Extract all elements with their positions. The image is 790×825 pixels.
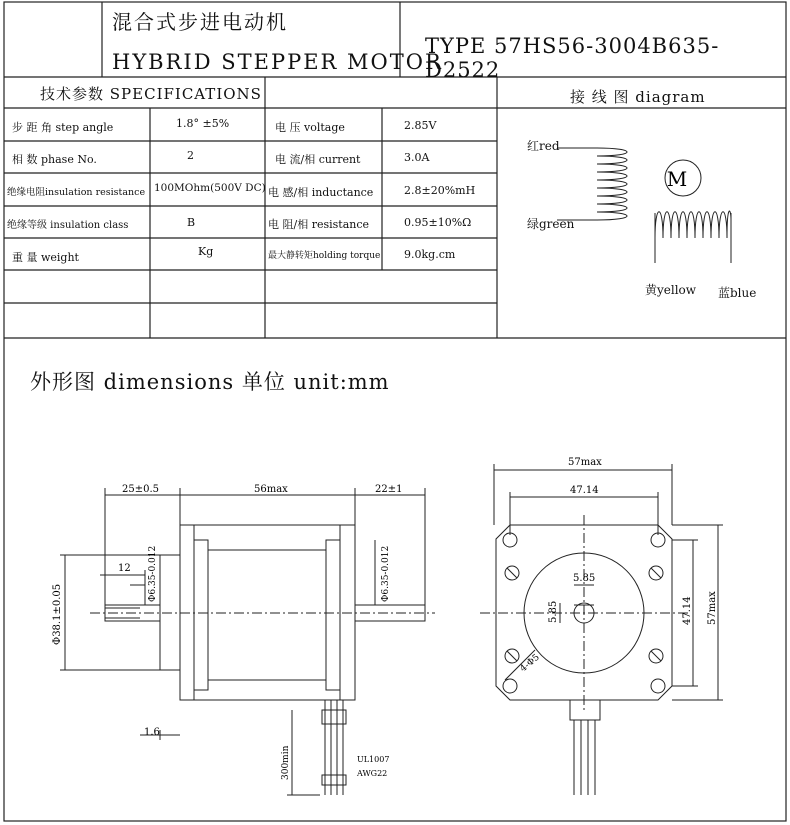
dim-text: 25±0.5 xyxy=(122,484,160,495)
spec-label: 电 感/相 inductance xyxy=(268,186,374,199)
spec-label: 电 阻/相 resistance xyxy=(268,218,370,231)
dim-text: 5.85 xyxy=(548,600,559,623)
spec-value: 1.8° ±5% xyxy=(176,117,230,130)
dim-text: 5.85 xyxy=(573,573,596,584)
wire-blue-label: 蓝blue xyxy=(718,286,757,300)
wire-yellow-label: 黄yellow xyxy=(645,283,697,297)
dim-text: 4-Φ5 xyxy=(518,652,542,675)
spec-value: 0.95±10%Ω xyxy=(404,216,472,229)
wire-green-label: 绿green xyxy=(527,217,575,231)
title-english: HYBRID STEPPER MOTOR xyxy=(112,50,443,74)
side-view-drawing xyxy=(0,440,440,820)
spec-label: 相 数 phase No. xyxy=(12,153,97,166)
title-chinese: 混合式步进电动机 xyxy=(112,10,288,34)
spec-label: 步 距 角 step angle xyxy=(12,121,114,134)
dim-text: 57max xyxy=(707,591,718,625)
spec-value: B xyxy=(187,216,196,229)
wiring-heading: 接 线 图 diagram xyxy=(570,88,706,106)
wire-red-label: 红red xyxy=(527,139,560,153)
front-view-drawing xyxy=(440,440,786,820)
dim-text: 57max xyxy=(568,457,602,468)
spec-value: 2.85V xyxy=(404,119,437,132)
spec-value: Kg xyxy=(198,245,214,258)
dim-text: 300min xyxy=(281,745,291,780)
spec-value: 100MOhm(500V DC) xyxy=(154,182,266,194)
spec-value: 3.0A xyxy=(404,151,430,164)
spec-label: 电 流/相 current xyxy=(275,153,361,166)
spec-value: 2 xyxy=(187,149,194,162)
spec-label: 绝缘等级 insulation class xyxy=(7,220,129,231)
dim-text: Φ6.35-0.012 xyxy=(148,545,158,602)
motor-letter: M xyxy=(666,167,688,191)
dim-text: Φ6.35-0.012 xyxy=(381,545,391,602)
coil-b-icon xyxy=(655,211,731,263)
specs-heading: 技术参数 SPECIFICATIONS xyxy=(40,85,262,103)
dim-text: 56max xyxy=(254,484,288,495)
dim-text: UL1007 xyxy=(357,755,390,764)
spec-label: 重 量 weight xyxy=(12,251,79,264)
dim-text: 12 xyxy=(118,563,131,574)
dim-text: 47.14 xyxy=(570,485,599,496)
dim-text: AWG22 xyxy=(357,769,388,778)
spec-value: 2.8±20%mH xyxy=(404,184,476,197)
model-type: TYPE 57HS56-3004B635-D2522 xyxy=(425,34,720,82)
dimensions-heading: 外形图 dimensions 单位 unit:mm xyxy=(30,370,390,394)
dim-text: 22±1 xyxy=(375,484,403,495)
dim-text: 47.14 xyxy=(682,596,693,625)
dim-text: 1.6 xyxy=(144,727,160,738)
coil-a-icon xyxy=(557,148,627,220)
dim-text: Φ38.1±0.05 xyxy=(52,583,63,645)
spec-value: 9.0kg.cm xyxy=(404,248,456,261)
spec-label: 绝缘电阻insulation resistance xyxy=(7,187,146,198)
spec-label: 最大静转矩holding torque xyxy=(268,251,381,261)
spec-label: 电 压 voltage xyxy=(275,121,345,134)
